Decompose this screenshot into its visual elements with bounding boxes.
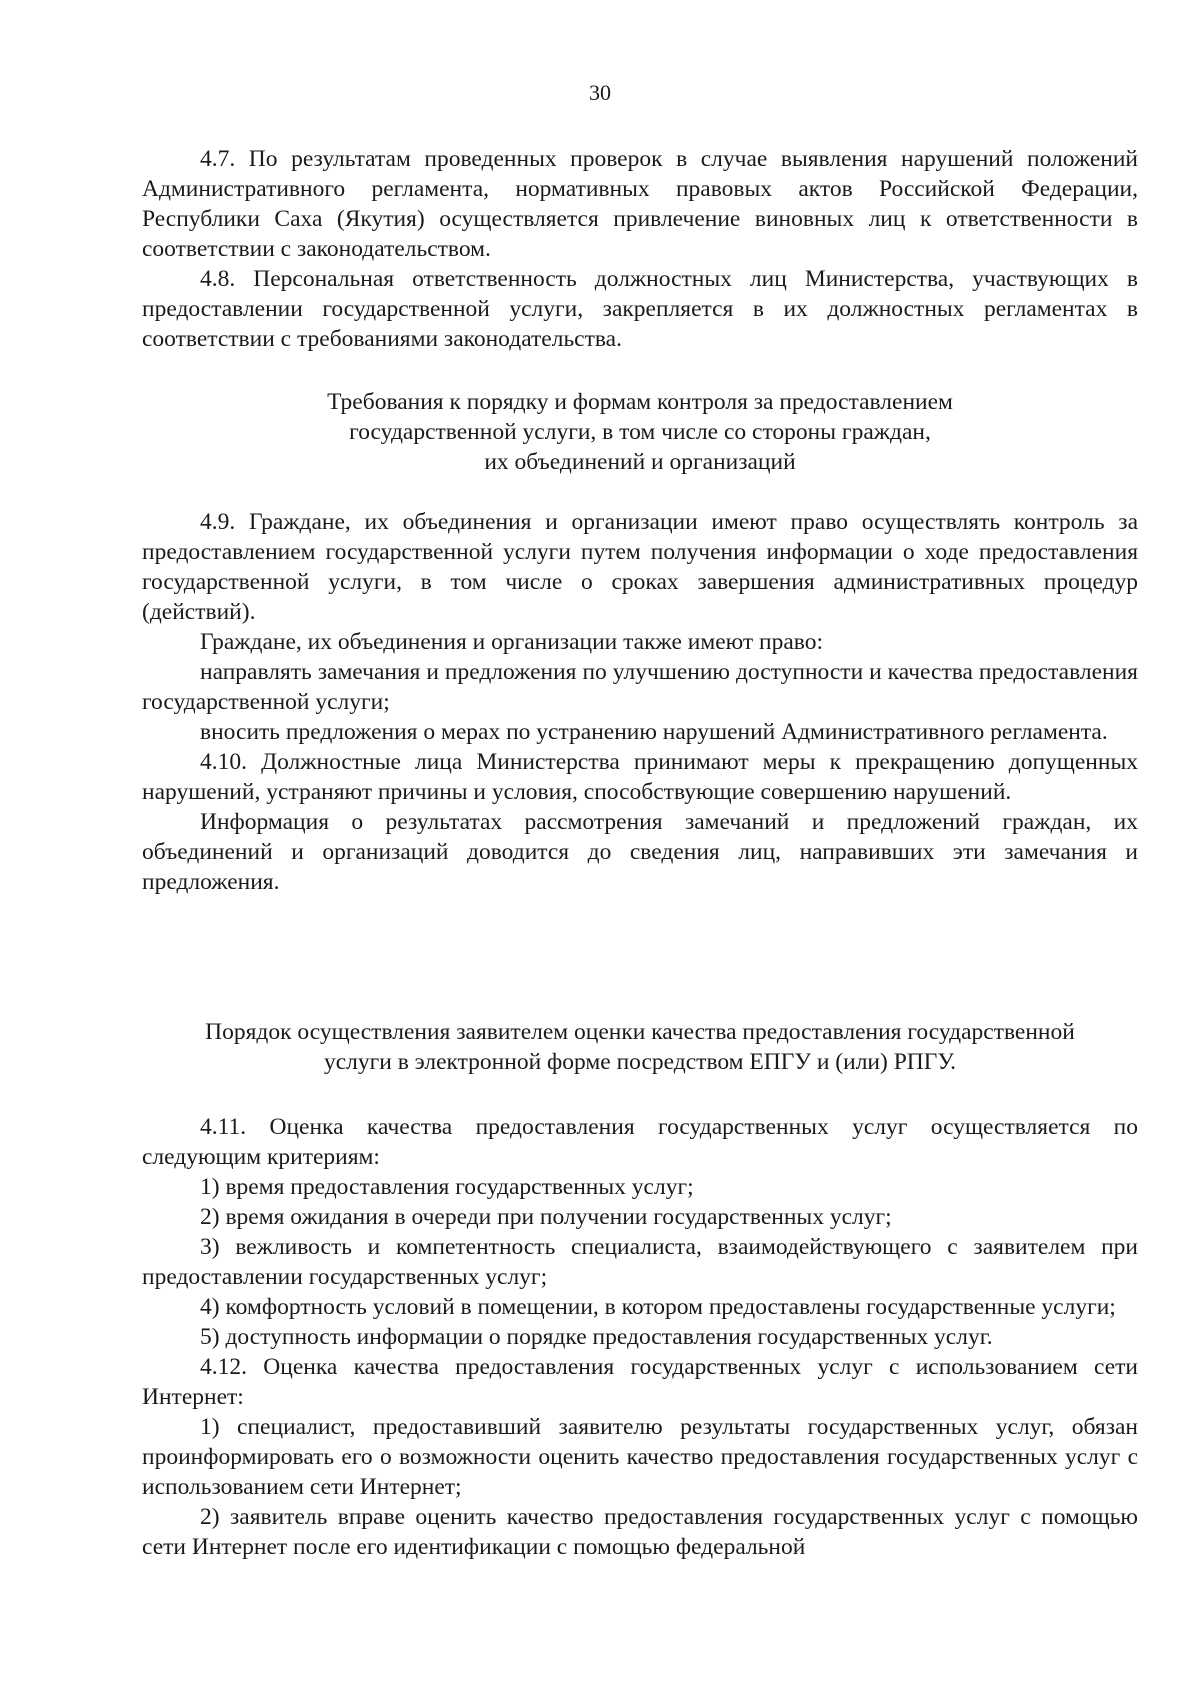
section-quality-assessment bbox=[142, 1112, 1138, 1562]
section-responsibility bbox=[142, 144, 1138, 354]
paragraph-4-8: 4.8. Персональная ответственность должностных лиц Министерства, участвующих в предоставлении государственной услуги, закрепляется в их должностных регламентах в соответствии с требованиями законодательства. bbox=[142, 266, 1138, 352]
paragraph-results-info: Информация о результатах рассмотрения замечаний и предложений граждан, их объединений и организаций доводится до сведения лиц, направивших эти замечания и предложения. bbox=[142, 809, 1138, 895]
section-heading-quality-assessment: Порядок осуществления заявителем оценки качества предоставления государственной услуги в электронной форме посредством ЕПГУ и (или) РПГУ. bbox=[205, 1019, 1075, 1075]
list-item-criterion-1: 1) время предоставления государственных услуг; bbox=[200, 1174, 694, 1200]
list-item-internet-2: 2) заявитель вправе оценить качество предоставления государственных услуг с помощью сети Интернет после его идентификации с помощью федеральной bbox=[142, 1504, 1138, 1560]
paragraph-4-12: 4.12. Оценка качества предоставления государственных услуг с использованием сети Интернет: bbox=[142, 1354, 1138, 1410]
list-item-criterion-2: 2) время ожидания в очереди при получении государственных услуг; bbox=[200, 1204, 892, 1230]
list-item-criterion-3: 3) вежливость и компетентность специалиста, взаимодействующего с заявителем при предоставлении государственных услуг; bbox=[142, 1234, 1138, 1290]
list-item-criterion-5: 5) доступность информации о порядке предоставления государственных услуг. bbox=[200, 1324, 993, 1350]
paragraph-rights-intro: Граждане, их объединения и организации также имеют право: bbox=[200, 629, 824, 655]
paragraph-right-remarks: направлять замечания и предложения по улучшению доступности и качества предоставления государственной услуги; bbox=[142, 659, 1138, 715]
section-heading-control-requirements: Требования к порядку и формам контроля за предоставлением государственной услуги, в том числе со стороны граждан, их объединений и организаций bbox=[327, 389, 953, 475]
paragraph-4-10: 4.10. Должностные лица Министерства принимают меры к прекращению допущенных нарушений, устраняют причины и условия, способствующие совершению нарушений. bbox=[142, 749, 1138, 805]
paragraph-4-9: 4.9. Граждане, их объединения и организации имеют право осуществлять контроль за предоставлением государственной услуги путем получения информации о ходе предоставления государственной услуги, в том числе о сроках завершения административных процедур (действий). bbox=[142, 509, 1138, 625]
section-citizen-control bbox=[142, 507, 1138, 897]
page-number: 30 bbox=[589, 80, 611, 105]
paragraph-right-proposals: вносить предложения о мерах по устранению нарушений Административного регламента. bbox=[200, 719, 1108, 745]
paragraph-4-7: 4.7. По результатам проведенных проверок в случае выявления нарушений положений Административного регламента, нормативных правовых актов Российской Федерации, Республики Саха (Якутия) осуществляется привлечение виновных лиц к ответственности в соответствии с законодательством. bbox=[142, 146, 1138, 262]
list-item-criterion-4: 4) комфортность условий в помещении, в котором предоставлены государственные услуги; bbox=[200, 1294, 1116, 1320]
paragraph-4-11: 4.11. Оценка качества предоставления государственных услуг осуществляется по следующим критериям: bbox=[142, 1114, 1138, 1170]
list-item-internet-1: 1) специалист, предоставивший заявителю результаты государственных услуг, обязан проинформировать его о возможности оценить качество предоставления государственных услуг с использованием сети Интернет; bbox=[142, 1414, 1138, 1500]
